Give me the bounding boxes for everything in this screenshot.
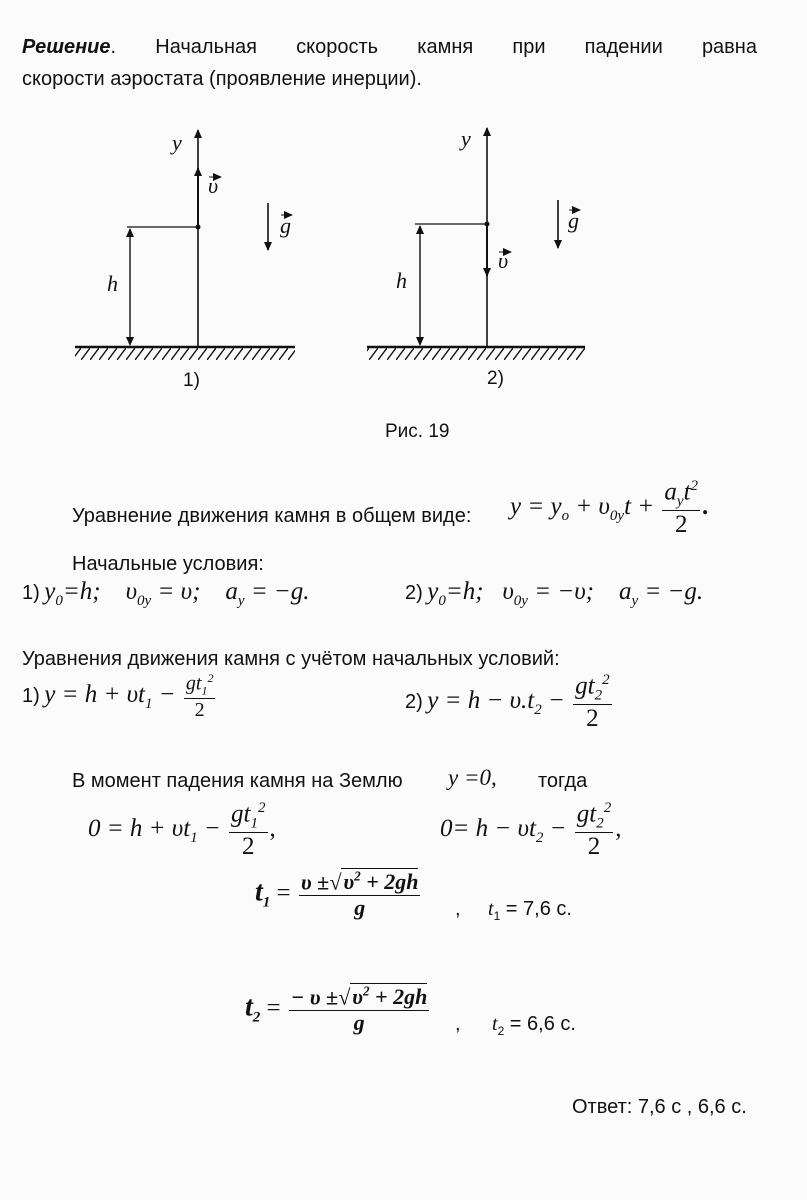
figure-19	[0, 110, 807, 400]
formula-part: = −g.	[244, 578, 310, 605]
word: камня	[417, 36, 474, 58]
formula-part: + υ	[569, 492, 610, 520]
solution-line-2: скорости аэростата (проявление инерции).	[22, 68, 422, 90]
fraction: $\frac{\upsilon \pm√\upsilon^2 + 2gh}{g}$	[300, 869, 419, 920]
formula-den: g	[354, 894, 366, 920]
diagram-panel-2	[367, 126, 585, 389]
formula-sub: 1	[262, 894, 271, 911]
formula-den: 2	[242, 832, 255, 860]
formula-sub: 1	[201, 683, 208, 698]
formula-sup: 2	[602, 672, 610, 688]
formula-part: a	[664, 478, 677, 506]
word: скорость	[296, 36, 379, 58]
formula-sub: o	[561, 507, 570, 524]
formula-sub: 2	[497, 1024, 505, 1038]
formula-sup: 2	[603, 800, 612, 816]
formula-sub: 1	[145, 696, 153, 713]
solution-line-1	[22, 36, 757, 59]
formula-sub: y	[676, 493, 684, 510]
general-equation-formula	[510, 478, 708, 538]
formula-part: t	[255, 876, 263, 908]
formula-part: y	[44, 578, 56, 605]
formula-part: 0 = h + υt	[88, 814, 191, 842]
formula-sub: 1	[250, 815, 258, 832]
fraction	[573, 672, 611, 732]
figure-caption: Рис. 19	[385, 421, 450, 442]
formula-part: t	[245, 991, 253, 1023]
fraction: $\frac{- \upsilon \pm√\upsilon^2 + 2gh}{g}$	[290, 984, 428, 1035]
ground-hatching	[367, 348, 585, 360]
word: равна	[701, 36, 757, 58]
word: .	[110, 36, 117, 58]
solution-label-group	[22, 36, 116, 59]
general-equation-text: Уравнение движения камня в общем виде:	[72, 505, 472, 527]
formula-part: −	[543, 814, 567, 842]
formula-den: 2	[586, 704, 599, 732]
solution-label: Решение	[22, 36, 111, 58]
formula-part: 0= h − υt	[440, 814, 536, 842]
gravity-label: g	[568, 208, 579, 233]
t2-formula	[245, 985, 431, 1035]
formula-sub: y	[237, 593, 245, 609]
landing-then: тогда	[538, 770, 588, 792]
formula-part: gt	[231, 800, 251, 828]
formula-part: t +	[624, 492, 655, 520]
fraction	[184, 672, 216, 721]
formula-part: ,	[269, 814, 276, 842]
formula-part: υ	[502, 578, 514, 605]
formula-sub: 2	[594, 687, 603, 704]
word: падении	[584, 36, 663, 58]
formula-part: = −υ;	[527, 578, 595, 605]
t1-comma: ,	[455, 898, 461, 920]
motion-equation-1	[22, 672, 217, 721]
formula-sub: 2	[534, 701, 542, 718]
formula-sub: 1	[190, 829, 198, 846]
formula-part: υ	[343, 869, 355, 895]
t2-comma: ,	[455, 1013, 461, 1035]
formula-part: gt	[185, 672, 202, 695]
t2-result	[492, 1013, 576, 1038]
formula-sub: 2	[596, 815, 604, 832]
height-label: h	[396, 268, 407, 293]
formula-den: g	[353, 1009, 365, 1035]
formula-sub: 2	[535, 829, 544, 846]
formula-part: y = y	[510, 492, 562, 520]
t1-result	[488, 898, 572, 923]
formula-sup: 2	[690, 478, 699, 494]
formula-sub: 0y	[137, 593, 152, 609]
formula-sup: 2	[258, 800, 266, 816]
formula-den: 2	[587, 832, 601, 860]
formula-sub: 2	[252, 1009, 261, 1026]
formula-sub: 0y	[513, 593, 528, 609]
formula-part: =	[270, 879, 291, 907]
velocity-label: υ	[208, 173, 219, 198]
landing-equation-2	[440, 800, 622, 860]
velocity-label: υ	[498, 248, 509, 273]
formula-part: a	[619, 578, 632, 605]
sqrt	[350, 983, 427, 1009]
t1-value: = 7,6 с.	[500, 898, 572, 920]
fraction	[575, 800, 613, 860]
motion-equation-2	[405, 672, 614, 732]
case-number: 1)	[22, 582, 40, 604]
t2-value: = 6,6 с.	[504, 1013, 576, 1035]
formula-sup: 2	[354, 869, 361, 884]
formula-part: t	[488, 898, 494, 920]
initial-conditions-title: Начальные условия:	[72, 553, 264, 575]
case-number: 2)	[405, 690, 423, 713]
motion-equations-title: Уравнения движения камня с учётом начальных условий:	[22, 648, 560, 670]
formula-part: + 2gh	[369, 984, 428, 1010]
formula-part: =h;	[445, 578, 484, 605]
axis-label-y: y	[172, 130, 182, 155]
case-number: 1)	[22, 685, 40, 708]
landing-condition: y =0,	[448, 765, 497, 790]
formula-part: t	[492, 1013, 498, 1035]
landing-equation-1	[88, 800, 276, 860]
sqrt	[341, 868, 418, 894]
formula-part: = −g.	[638, 578, 704, 605]
height-label: h	[107, 271, 118, 296]
t1-formula	[255, 870, 422, 920]
formula-sub: 1	[493, 909, 501, 923]
formula-part: gt	[576, 800, 597, 828]
axis-label-y: y	[461, 126, 471, 151]
formula-part: −	[197, 814, 221, 842]
word: при	[512, 36, 546, 58]
formula-sup: 2	[207, 671, 214, 685]
landing-text: В момент падения камня на Землю	[72, 770, 403, 792]
initial-case-1	[22, 578, 310, 610]
gravity-label: g	[280, 213, 291, 238]
vector-arrows	[209, 177, 580, 252]
formula-part: a	[225, 578, 238, 605]
formula-sub: 0	[438, 593, 446, 609]
ground-hatching	[75, 348, 295, 360]
formula-part: .	[702, 492, 709, 520]
answer: Ответ: 7,6 с , 6,6 с.	[572, 1096, 747, 1118]
formula-sub: 0	[55, 593, 63, 609]
formula-part: y = h − υ.t	[427, 686, 535, 714]
panel-label: 1)	[183, 370, 200, 391]
initial-case-2	[405, 578, 703, 610]
formula-sub: 0y	[609, 507, 625, 524]
formula-den: 2	[674, 510, 688, 538]
formula-part: υ ±	[300, 869, 330, 895]
case-number: 2)	[405, 582, 423, 604]
formula-part: − υ ±	[290, 984, 339, 1010]
formula-part: t	[683, 478, 691, 506]
fraction	[229, 800, 267, 860]
panel-label: 2)	[487, 368, 504, 389]
formula-part: −	[152, 681, 176, 709]
formula-part: = υ;	[151, 578, 201, 605]
fraction	[662, 478, 700, 538]
formula-den: 2	[194, 698, 205, 721]
formula-part: υ	[125, 578, 138, 605]
formula-part: y = h + υt	[44, 681, 146, 709]
formula-part: =	[260, 994, 281, 1022]
formula-part: ,	[615, 814, 622, 842]
formula-sub: y	[631, 593, 639, 609]
formula-sup: 2	[362, 984, 370, 999]
formula-part: υ	[352, 984, 363, 1010]
word: Начальная	[155, 36, 258, 58]
formula-part: −	[541, 686, 565, 714]
formula-part: + 2gh	[360, 869, 419, 895]
formula-part: gt	[575, 672, 595, 700]
formula-part: =h;	[62, 578, 101, 605]
formula-part: y	[427, 578, 439, 605]
diagram-panel-1	[75, 130, 295, 391]
